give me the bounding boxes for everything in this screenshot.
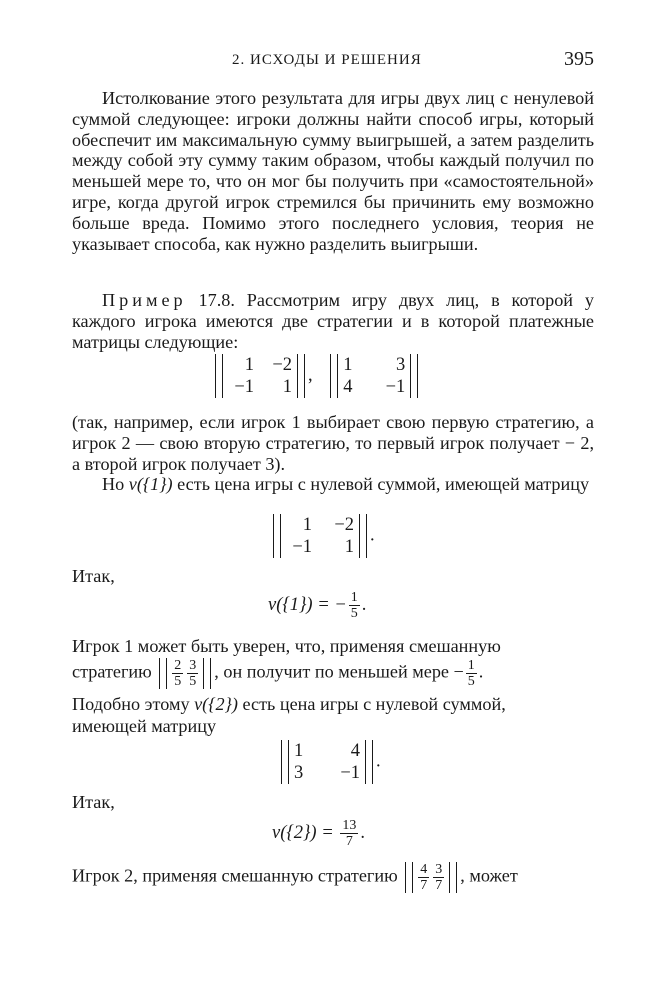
paragraph-value1: Но v({1}) есть цена игры с нулевой суммой, имеющей матрицу: [102, 474, 590, 494]
matrix-player2: 1 3 4 −1: [327, 354, 421, 398]
strategy-player1: $\frac{2}{5}$ $\frac{3}{5}$: [156, 658, 214, 689]
itak-1: Итак,: [72, 566, 115, 586]
player2-strategy-line: Игрок 2, применяя смешанную стратегию $\frac{4}{7}$ $\frac{3}{7}$ , может: [72, 862, 518, 893]
value2-line: Подобно этому v({2}) есть цена игры с нулевой суммой,: [72, 694, 506, 714]
page-number: 395: [564, 48, 594, 70]
payoff-matrices: 1 −2 −1 1 , 1 3 4 −1: [212, 354, 421, 398]
matrix-intro-line: имеющей матрицу: [72, 716, 217, 736]
strategy-player2: $\frac{4}{7}$ $\frac{3}{7}$: [402, 862, 460, 893]
matrix-player1: 1 −2 −1 1: [212, 354, 308, 398]
paragraph-interpretation: Истолкование этого результата для игры двух лиц с ненулевой суммой следующее: игроки должны найти способ игры, который обеспечит им максимальную сумму выигрышей, а затем разделить между собой эту сумму таким образом, чтобы каждый получил по меньшей мере то, что он мог бы получить при «самостоятельной» игре, когда другой игрок стремился бы причинить ему возможно больше вреда. Помимо этого последнего условия, теория не указывает способа, как нужно разделить выигрыши.: [72, 88, 594, 254]
equation-v2: v({2}) = $\frac{13}{7}$ .: [272, 818, 365, 849]
matrix-game2: 1 4 3 −1 .: [278, 740, 381, 784]
matrix-game1: 1 −2 −1 1 .: [270, 514, 375, 558]
equation-v1: v({1}) = − $\frac{1}{5}$ .: [268, 590, 367, 621]
paragraph-example: Пример 17.8. Рассмотрим игру двух лиц, в которой у каждого игрока имеются две стратегии и в которой платежные матрицы следующие:: [72, 290, 594, 352]
itak-2: Итак,: [72, 792, 115, 812]
player1-strategy-line: стратегию $\frac{2}{5}$ $\frac{3}{5}$ , он получит по меньшей мере − $\frac{1}{5}$ .: [72, 658, 484, 689]
example-lead: Пример: [102, 290, 187, 310]
running-title: 2. ИСХОДЫ И РЕШЕНИЯ: [232, 52, 422, 68]
paragraph-explanation: (так, например, если игрок 1 выбирает свою первую стратегию, а игрок 2 — свою вторую стратегию, то первый игрок получает − 2, а второй игрок получает 3).: [72, 412, 594, 474]
player1-line: Игрок 1 может быть уверен, что, применяя смешанную: [72, 636, 501, 656]
page-header: [72, 48, 594, 72]
